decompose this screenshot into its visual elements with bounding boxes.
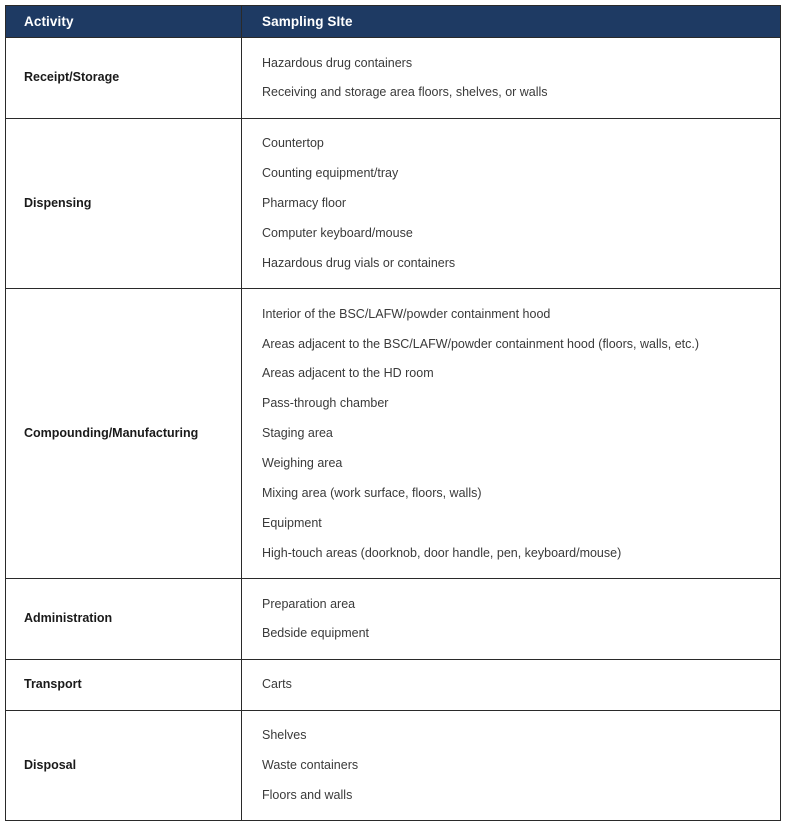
table-row	[6, 118, 781, 288]
table-row	[6, 289, 781, 579]
sampling-site-cell	[242, 118, 781, 288]
table-row	[6, 710, 781, 821]
activity-cell: Disposal	[6, 710, 242, 821]
sampling-site-item: High-touch areas (doorknob, door handle, pen, keyboard/mouse)	[262, 545, 622, 560]
sampling-site-item: Areas adjacent to the BSC/LAFW/powder containment hood (floors, walls, etc.)	[262, 336, 700, 351]
sampling-site-list	[262, 299, 770, 568]
activity-cell: Transport	[6, 659, 242, 710]
sampling-site-list	[262, 48, 770, 108]
sampling-site-item: Hazardous drug vials or containers	[262, 255, 456, 270]
column-header-sampling-site: Sampling SIte	[242, 6, 781, 38]
sampling-sites-table	[5, 5, 781, 821]
sampling-site-cell	[242, 579, 781, 660]
sampling-site-list	[262, 589, 770, 649]
sampling-site-item: Shelves	[262, 728, 307, 743]
sampling-site-item: Counting equipment/tray	[262, 166, 399, 181]
sampling-site-item: Computer keyboard/mouse	[262, 225, 413, 240]
table-row	[6, 579, 781, 660]
activity-cell: Dispensing	[6, 118, 242, 288]
sampling-site-item: Floors and walls	[262, 787, 353, 802]
sampling-site-item: Pass-through chamber	[262, 396, 389, 411]
sampling-site-item: Bedside equipment	[262, 626, 370, 641]
table-header-row	[6, 6, 781, 38]
sampling-site-cell	[242, 38, 781, 119]
sampling-site-cell	[242, 659, 781, 710]
sampling-site-item: Equipment	[262, 515, 322, 530]
sampling-site-cell	[242, 289, 781, 579]
sampling-site-item: Waste containers	[262, 758, 359, 772]
sampling-site-item: Preparation area	[262, 596, 356, 611]
sampling-site-item: Hazardous drug containers	[262, 55, 413, 70]
activity-cell: Compounding/Manufacturing	[6, 289, 242, 579]
sampling-site-item: Weighing area	[262, 456, 343, 470]
table-row	[6, 659, 781, 710]
activity-cell: Receipt/Storage	[6, 38, 242, 119]
sampling-site-list	[262, 670, 770, 700]
table-body	[6, 38, 781, 821]
column-header-activity: Activity	[6, 6, 242, 38]
sampling-site-item: Staging area	[262, 426, 333, 441]
sampling-table-container	[5, 5, 780, 802]
sampling-site-item: Areas adjacent to the HD room	[262, 366, 434, 381]
sampling-site-item: Pharmacy floor	[262, 196, 347, 210]
activity-cell: Administration	[6, 579, 242, 660]
sampling-site-item: Receiving and storage area floors, shelves, or walls	[262, 85, 548, 100]
sampling-site-item: Carts	[262, 677, 292, 692]
sampling-site-list	[262, 721, 770, 811]
sampling-site-item: Interior of the BSC/LAFW/powder containment hood	[262, 306, 551, 321]
sampling-site-cell	[242, 710, 781, 821]
sampling-site-list	[262, 129, 770, 278]
sampling-site-item: Countertop	[262, 136, 324, 151]
table-row	[6, 38, 781, 119]
table-header	[6, 6, 781, 38]
sampling-site-item: Mixing area (work surface, floors, walls)	[262, 485, 482, 500]
